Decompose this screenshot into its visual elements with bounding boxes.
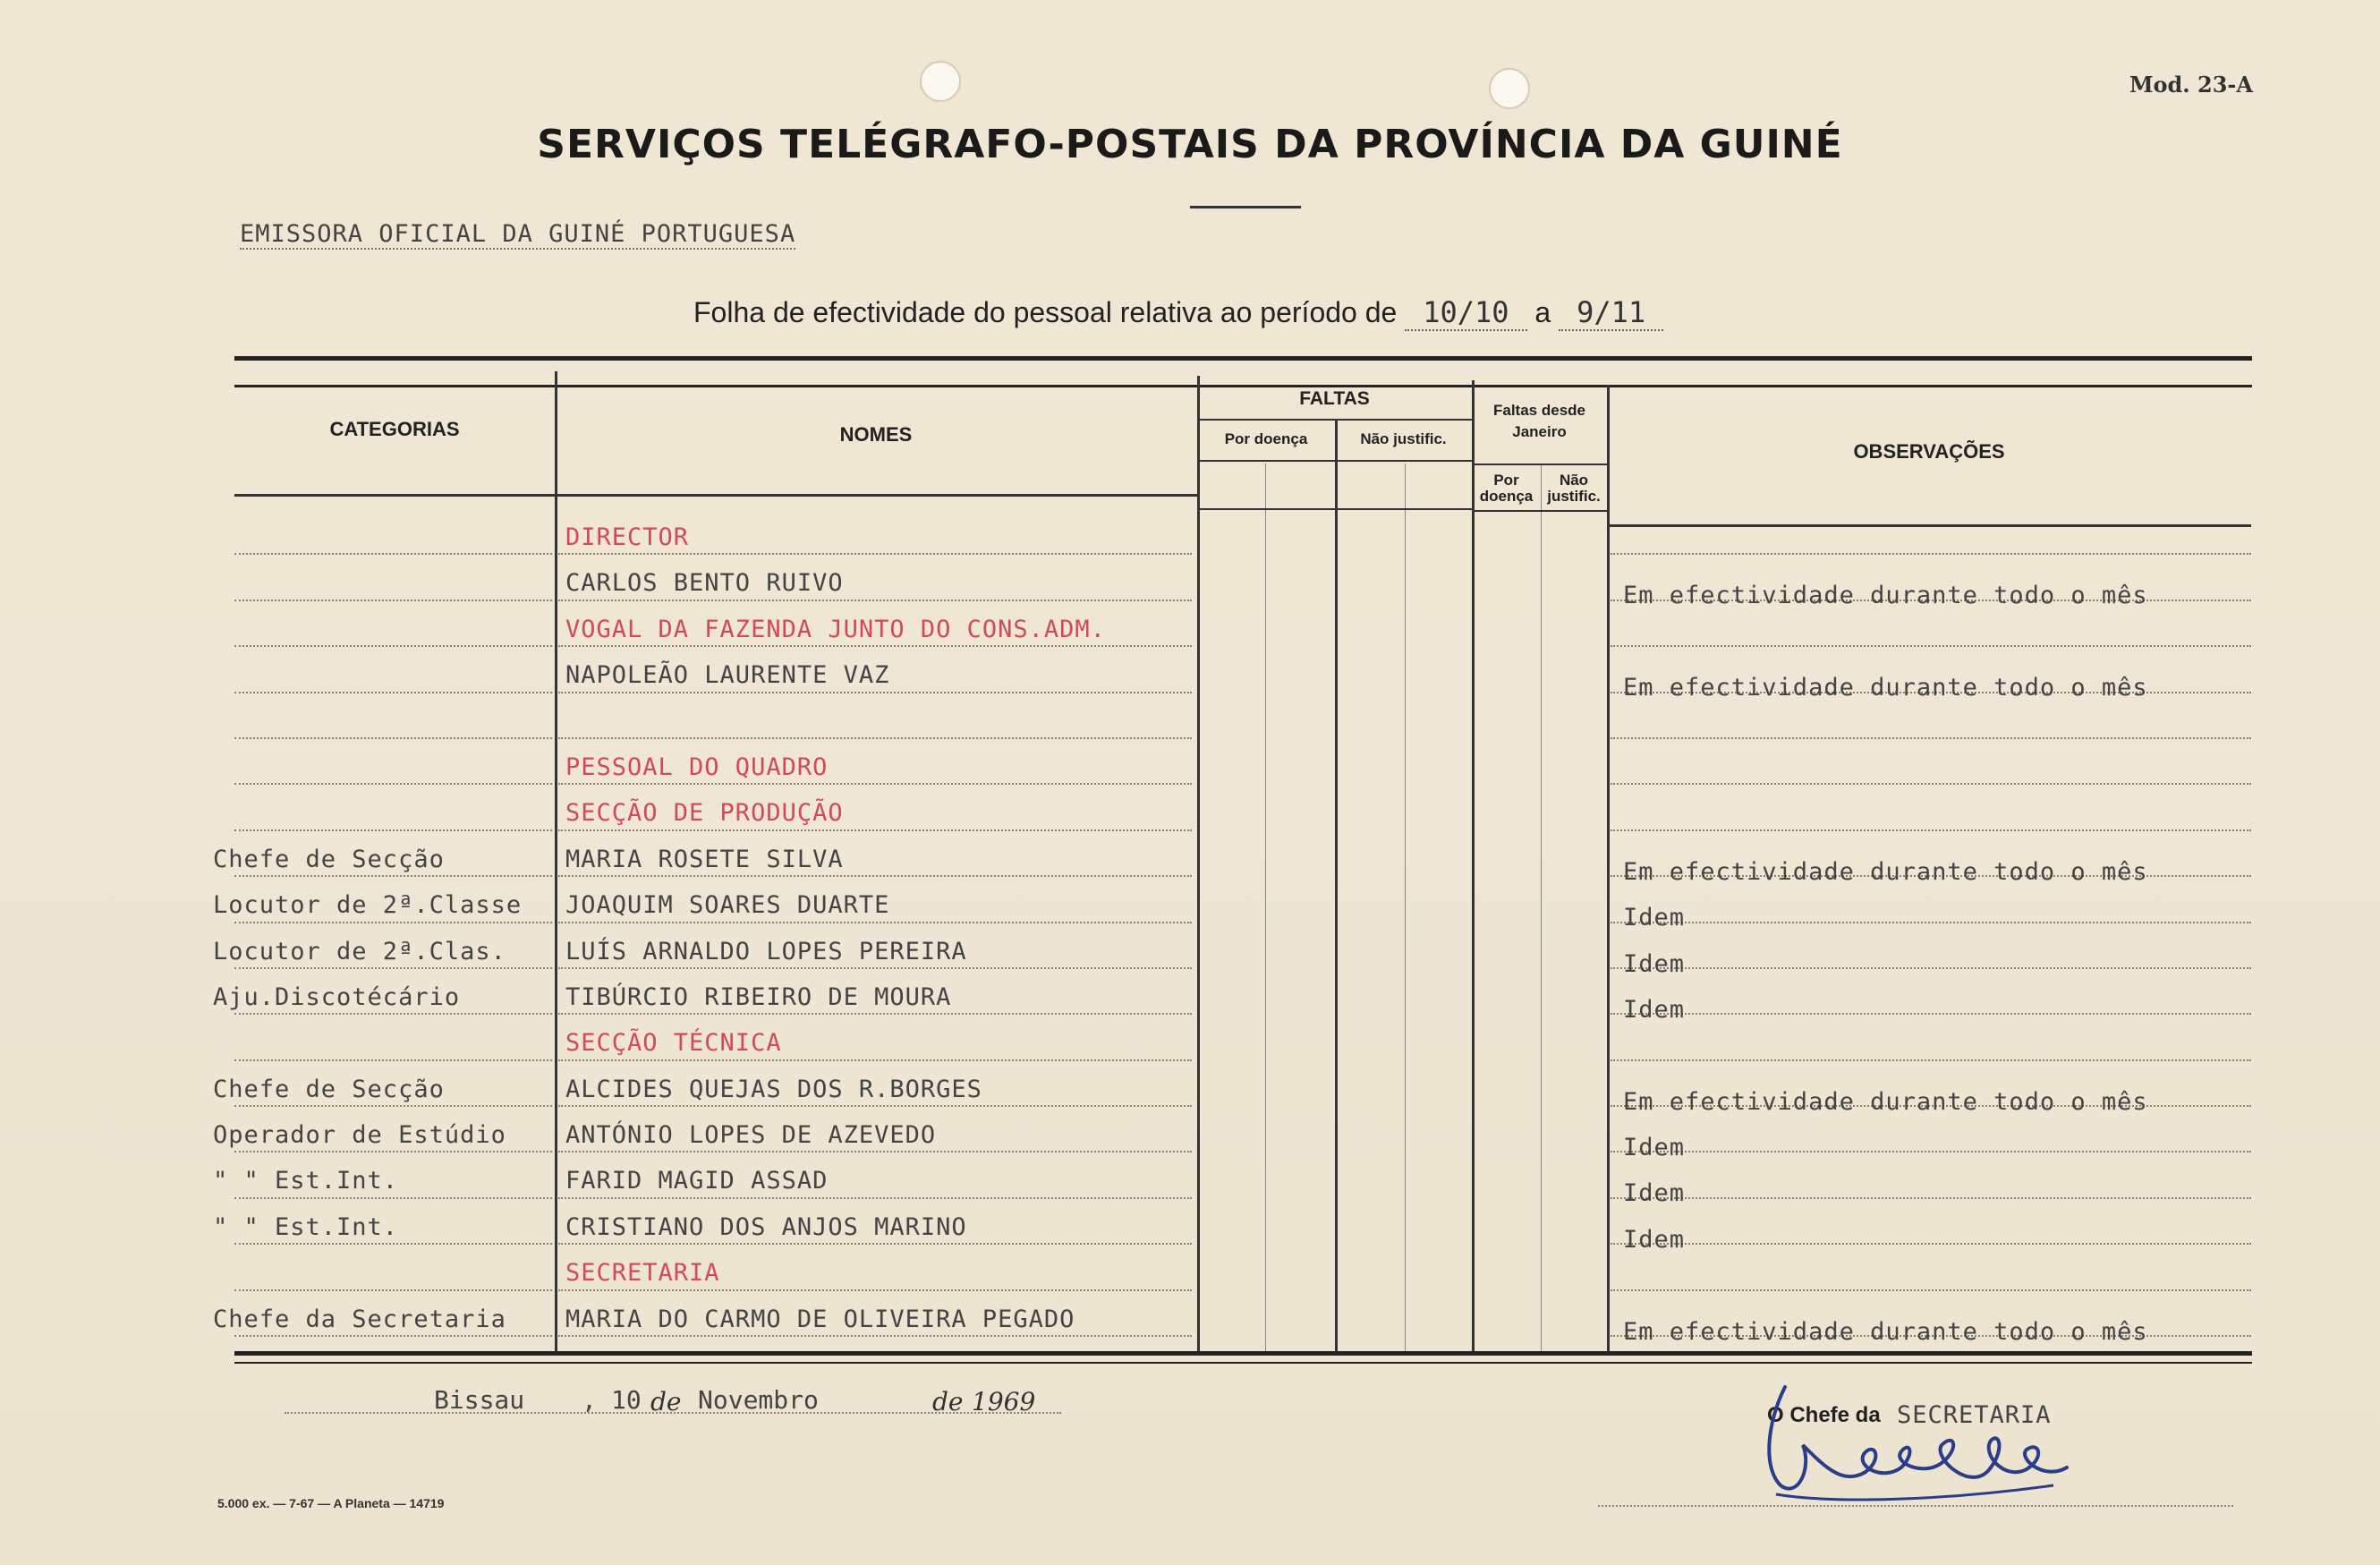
row-rule [1611, 1243, 2251, 1245]
row-categoria: Chefe de Secção [213, 845, 445, 873]
table-bottom-rule-2 [234, 1362, 2252, 1364]
row-observacao: Em efectividade durante todo o mês [1623, 1087, 2148, 1116]
faltas-sub-rule [1197, 460, 1472, 462]
row-rule [558, 553, 1192, 555]
row-nome: FARID MAGID ASSAD [565, 1167, 829, 1195]
row-rule [234, 553, 552, 555]
period-to: 9/11 [1559, 295, 1663, 331]
footer-place: Bissau [434, 1385, 525, 1415]
footer-de-2: de [932, 1387, 964, 1416]
punch-hole-right [1489, 68, 1530, 109]
row-categoria: Locutor de 2ª.Classe [213, 891, 523, 920]
row-rule [558, 1151, 1192, 1152]
header-por: Por [1493, 472, 1519, 489]
model-number: Mod. 23-A [2129, 72, 2253, 98]
col-divider-3 [1472, 380, 1475, 1356]
header-nomes: NOMES [839, 423, 913, 446]
row-rule [234, 1105, 552, 1107]
section-heading: PESSOAL DO QUADRO [565, 753, 829, 781]
table-top-rule [234, 356, 2252, 361]
row-rule [1611, 829, 2251, 831]
handwritten-signature [1758, 1369, 2080, 1521]
row-rule [1611, 737, 2251, 739]
row-rule [1611, 967, 2251, 969]
header-por-doenca: Por doença [1224, 430, 1308, 447]
row-rule [558, 692, 1192, 693]
row-rule [234, 1335, 552, 1337]
header-faltas: FALTAS [1299, 388, 1370, 409]
footer-de-1: de [650, 1387, 682, 1416]
row-rule [234, 1243, 552, 1245]
row-categoria: Aju.Discotécário [213, 982, 461, 1011]
row-categoria: Chefe da Secretaria [213, 1305, 506, 1333]
row-nome: TIBÚRCIO RIBEIRO DE MOURA [565, 982, 952, 1011]
row-observacao: Idem [1623, 904, 1686, 932]
row-nome: CRISTIANO DOS ANJOS MARINO [565, 1212, 967, 1241]
row-rule [234, 1289, 552, 1291]
section-heading: DIRECTOR [565, 523, 690, 551]
footer-comma: , [582, 1385, 597, 1415]
header-justific: justific. [1547, 488, 1601, 505]
row-rule [558, 645, 1192, 647]
row-rule [558, 829, 1192, 831]
janeiro-rule [1472, 464, 1607, 465]
header-faltas-desde: Faltas desde [1493, 402, 1585, 419]
punch-hole-left [920, 61, 961, 102]
col-sub-3 [1405, 464, 1406, 1356]
row-rule [558, 1197, 1192, 1199]
row-observacao: Idem [1623, 995, 1686, 1024]
row-rule [234, 600, 552, 601]
row-rule [558, 875, 1192, 877]
row-rule [1611, 1059, 2251, 1061]
period-label: Folha de efectividade do pessoal relativa ao período de [693, 296, 1398, 328]
table-bottom-rule [234, 1351, 2252, 1356]
row-categoria: Locutor de 2ª.Clas. [213, 937, 506, 965]
row-categoria: " " Est.Int. [213, 1212, 399, 1241]
row-rule [1611, 553, 2251, 555]
signatory-label: O Chefe da [1767, 1403, 1881, 1427]
footer-month: Novembro [698, 1385, 819, 1415]
row-rule [558, 1013, 1192, 1015]
row-rule [558, 1289, 1192, 1291]
col-divider-1 [555, 371, 557, 1356]
row-rule [558, 1105, 1192, 1107]
row-rule [558, 1243, 1192, 1245]
section-heading: VOGAL DA FAZENDA JUNTO DO CONS.ADM. [565, 615, 1106, 643]
row-observacao: Em efectividade durante todo o mês [1623, 1317, 2148, 1346]
header-observacoes: OBSERVAÇÕES [1853, 440, 2005, 463]
row-rule [234, 1013, 552, 1015]
row-categoria: Chefe de Secção [213, 1075, 445, 1103]
row-rule [1611, 922, 2251, 923]
row-observacao: Em efectividade durante todo o mês [1623, 582, 2148, 610]
header-doenca: doença [1479, 488, 1534, 505]
row-rule [234, 783, 552, 785]
row-observacao: Idem [1623, 1179, 1686, 1208]
row-rule [234, 1059, 552, 1061]
period-sep: a [1534, 296, 1551, 328]
organization-name: EMISSORA OFICIAL DA GUINÉ PORTUGUESA [240, 220, 796, 248]
row-rule [234, 829, 552, 831]
page-title: SERVIÇOS TELÉGRAFO-POSTAIS DA PROVÍNCIA DA GUINÉ [537, 122, 1843, 167]
row-nome: JOAQUIM SOARES DUARTE [565, 891, 890, 920]
section-heading: SECÇÃO TÉCNICA [565, 1029, 782, 1058]
faltas-rule [1197, 419, 1472, 421]
signatory-department: SECRETARIA [1897, 1401, 2052, 1429]
row-rule [1611, 1013, 2251, 1015]
header-bottom-rule-mid [1197, 508, 1472, 510]
col-sub-4 [1541, 465, 1542, 1356]
header-bottom-rule-left [234, 494, 1197, 497]
header-bottom-rule-obs [1607, 524, 2251, 527]
col-sub-1 [1265, 464, 1266, 1356]
row-nome: MARIA ROSETE SILVA [565, 845, 844, 873]
row-rule [558, 967, 1192, 969]
row-rule [234, 967, 552, 969]
period-from: 10/10 [1405, 295, 1526, 331]
row-nome: ANTÓNIO LOPES DE AZEVEDO [565, 1121, 937, 1150]
row-rule [234, 692, 552, 693]
row-categoria: Operador de Estúdio [213, 1121, 506, 1150]
row-rule [558, 783, 1192, 785]
period-line [693, 295, 1663, 329]
row-rule [234, 922, 552, 923]
col-sub-2 [1335, 421, 1338, 1356]
section-heading: SECRETARIA [565, 1259, 720, 1288]
header-bottom-rule-jan [1472, 510, 1607, 512]
col-divider-4 [1607, 385, 1610, 1356]
header-janeiro: Janeiro [1512, 423, 1567, 440]
footer-year: 1969 [972, 1387, 1036, 1416]
header-categorias: CATEGORIAS [329, 418, 460, 440]
row-observacao: Em efectividade durante todo o mês [1623, 857, 2148, 886]
row-rule [1611, 783, 2251, 785]
row-rule [234, 645, 552, 647]
row-observacao: Em efectividade durante todo o mês [1623, 674, 2148, 702]
row-nome: LUÍS ARNALDO LOPES PEREIRA [565, 937, 967, 965]
row-rule [234, 737, 552, 739]
row-rule [558, 1059, 1192, 1061]
row-rule [1611, 645, 2251, 647]
header-nao-justific: Não justific. [1360, 430, 1447, 447]
row-rule [234, 1197, 552, 1199]
row-observacao: Idem [1623, 1225, 1686, 1254]
header-nao: Não [1559, 472, 1589, 489]
row-rule [234, 875, 552, 877]
row-nome: CARLOS BENTO RUIVO [565, 569, 844, 598]
row-nome: ALCIDES QUEJAS DOS R.BORGES [565, 1075, 982, 1103]
row-categoria: " " Est.Int. [213, 1167, 399, 1195]
section-heading: SECÇÃO DE PRODUÇÃO [565, 799, 844, 828]
row-observacao: Idem [1623, 949, 1686, 978]
row-nome: NAPOLEÃO LAURENTE VAZ [565, 661, 890, 690]
row-rule [558, 922, 1192, 923]
row-observacao: Idem [1623, 1134, 1686, 1162]
table-top-rule-2 [234, 385, 2252, 387]
row-rule [558, 737, 1192, 739]
row-rule [1611, 1289, 2251, 1291]
col-divider-2 [1197, 376, 1200, 1356]
row-rule [1611, 1151, 2251, 1152]
title-divider [1190, 206, 1301, 208]
footer-day: 10 [611, 1385, 642, 1415]
row-rule [558, 600, 1192, 601]
row-rule [234, 1151, 552, 1152]
row-rule [558, 1335, 1192, 1337]
print-info: 5.000 ex. — 7-67 — A Planeta — 14719 [217, 1496, 445, 1510]
row-rule [1611, 1197, 2251, 1199]
row-nome: MARIA DO CARMO DE OLIVEIRA PEGADO [565, 1305, 1075, 1333]
